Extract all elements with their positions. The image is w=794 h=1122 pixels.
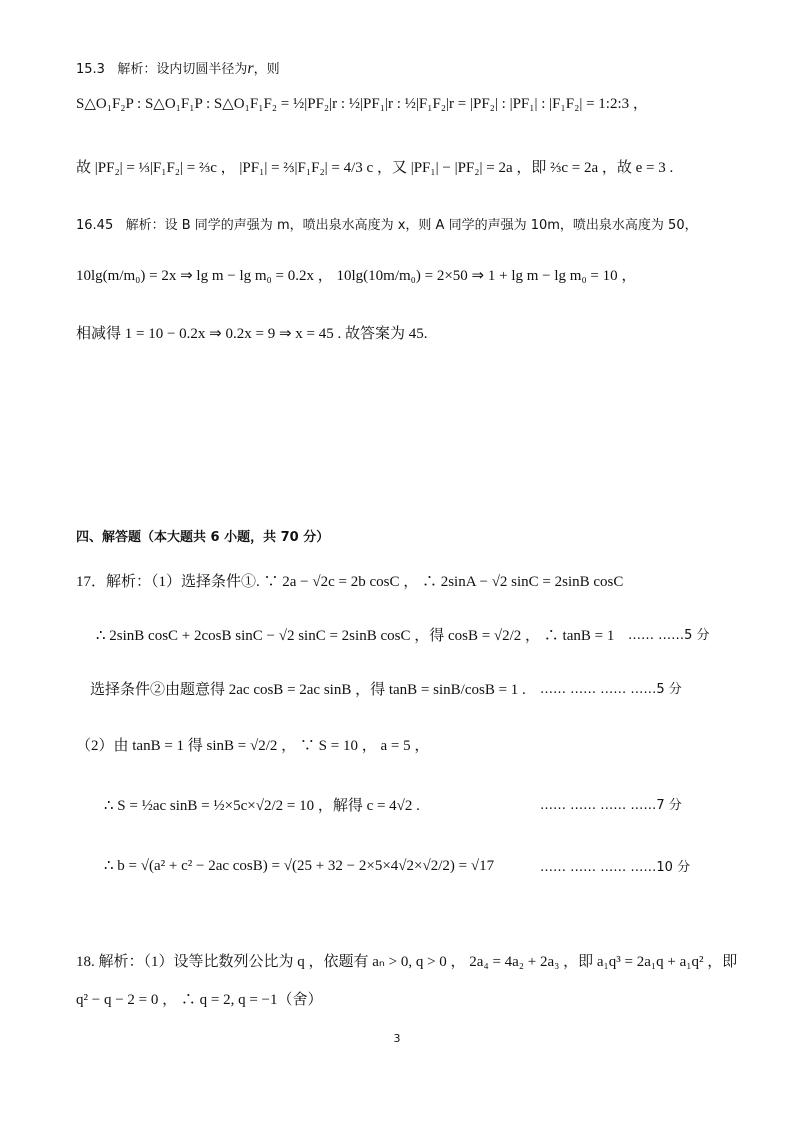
q17-line3: 选择条件②由题意得 2ac cosB = 2ac sinB ，得 tanB = sinB/cosB = 1 .	[90, 682, 526, 698]
section-title: 四、解答题（本大题共 6 小题，共 70 分）	[76, 530, 330, 545]
q16-subtract: 相减得 1 = 10 − 0.2x ⇒ 0.2x = 9 ⇒ x = 45 . 故答案为 45.	[76, 326, 428, 342]
q18-line1: 18. 解析：（1）设等比数列公比为 q ，依题有 aₙ > 0, q > 0 ， 2a₄ = 4a₂ + 2a₃ ，即 a₁q³ = 2a₁q + a₁q² ，即	[76, 954, 738, 970]
q15-intro-line	[76, 58, 280, 78]
q16-number: 16.45	[76, 218, 114, 233]
q17-line6-score: …… …… …… ……10 分	[540, 860, 691, 875]
q17-line4: （2）由 tanB = 1 得 sinB = √2/2 ， ∵ S = 10 ， a = 5 ，	[76, 738, 430, 754]
q15-area-ratio: S△O₁F₂P : S△O₁F₁P : S△O₁F₁F₂ = ½|PF₂|r : ½|PF₁|r : ½|F₁F₂|r = |PF₂| : |PF₁| : |F₁F₂| = 1:2:3 ，	[76, 96, 648, 112]
q15-conclusion: 故 |PF₂| = ⅓|F₁F₂| = ⅔c ， |PF₁| = ⅔|F₁F₂| = 4/3 c ，又 |PF₁| − |PF₂| = 2a ，即 ⅔c = 2a ，故 e = 3 .	[76, 160, 674, 176]
q15-intro: 解析：设内切圆半径为	[117, 62, 248, 77]
q17-line1: 17．解析：（1）选择条件①. ∵ 2a − √2c = 2b cosC ， ∴ 2sinA − √2 sinC = 2sinB cosC	[76, 574, 624, 590]
q17-line2-score: …… ……5 分	[628, 628, 710, 643]
q15-number: 15.3	[76, 62, 105, 77]
q17-line2: ∴ 2sinB cosC + 2cosB sinC − √2 sinC = 2sinB cosC ，得 cosB = √2/2 ， ∴ tanB = 1	[96, 628, 615, 644]
q17-line6: ∴ b = √(a² + c² − 2ac cosB) = √(25 + 32 − 2×5×4√2×√2/2) = √17	[104, 858, 495, 874]
q16-equations: 10lg(m/m₀) = 2x ⇒ lg m − lg m₀ = 0.2x ， 10lg(10m/m₀) = 2×50 ⇒ 1 + lg m − lg m₀ = 10 ，	[76, 268, 637, 284]
q17-line5: ∴ S = ½ac sinB = ½×5c×√2/2 = 10 ，解得 c = 4√2 .	[104, 798, 420, 814]
q15-r: r	[247, 60, 254, 77]
q15-then: ，则	[253, 62, 280, 77]
q16-intro: 解析：设 B 同学的声强为 m，喷出泉水高度为 x，则 A 同学的声强为 10m，喷出泉水高度为 50，	[125, 218, 698, 233]
q17-line3-score: …… …… …… ……5 分	[540, 682, 682, 697]
q18-line2: q² − q − 2 = 0 ， ∴ q = 2, q = −1（舍）	[76, 992, 323, 1008]
q16-intro-line	[76, 214, 698, 233]
q17-line5-score: …… …… …… ……7 分	[540, 798, 682, 813]
page-number: 3	[393, 1032, 401, 1045]
